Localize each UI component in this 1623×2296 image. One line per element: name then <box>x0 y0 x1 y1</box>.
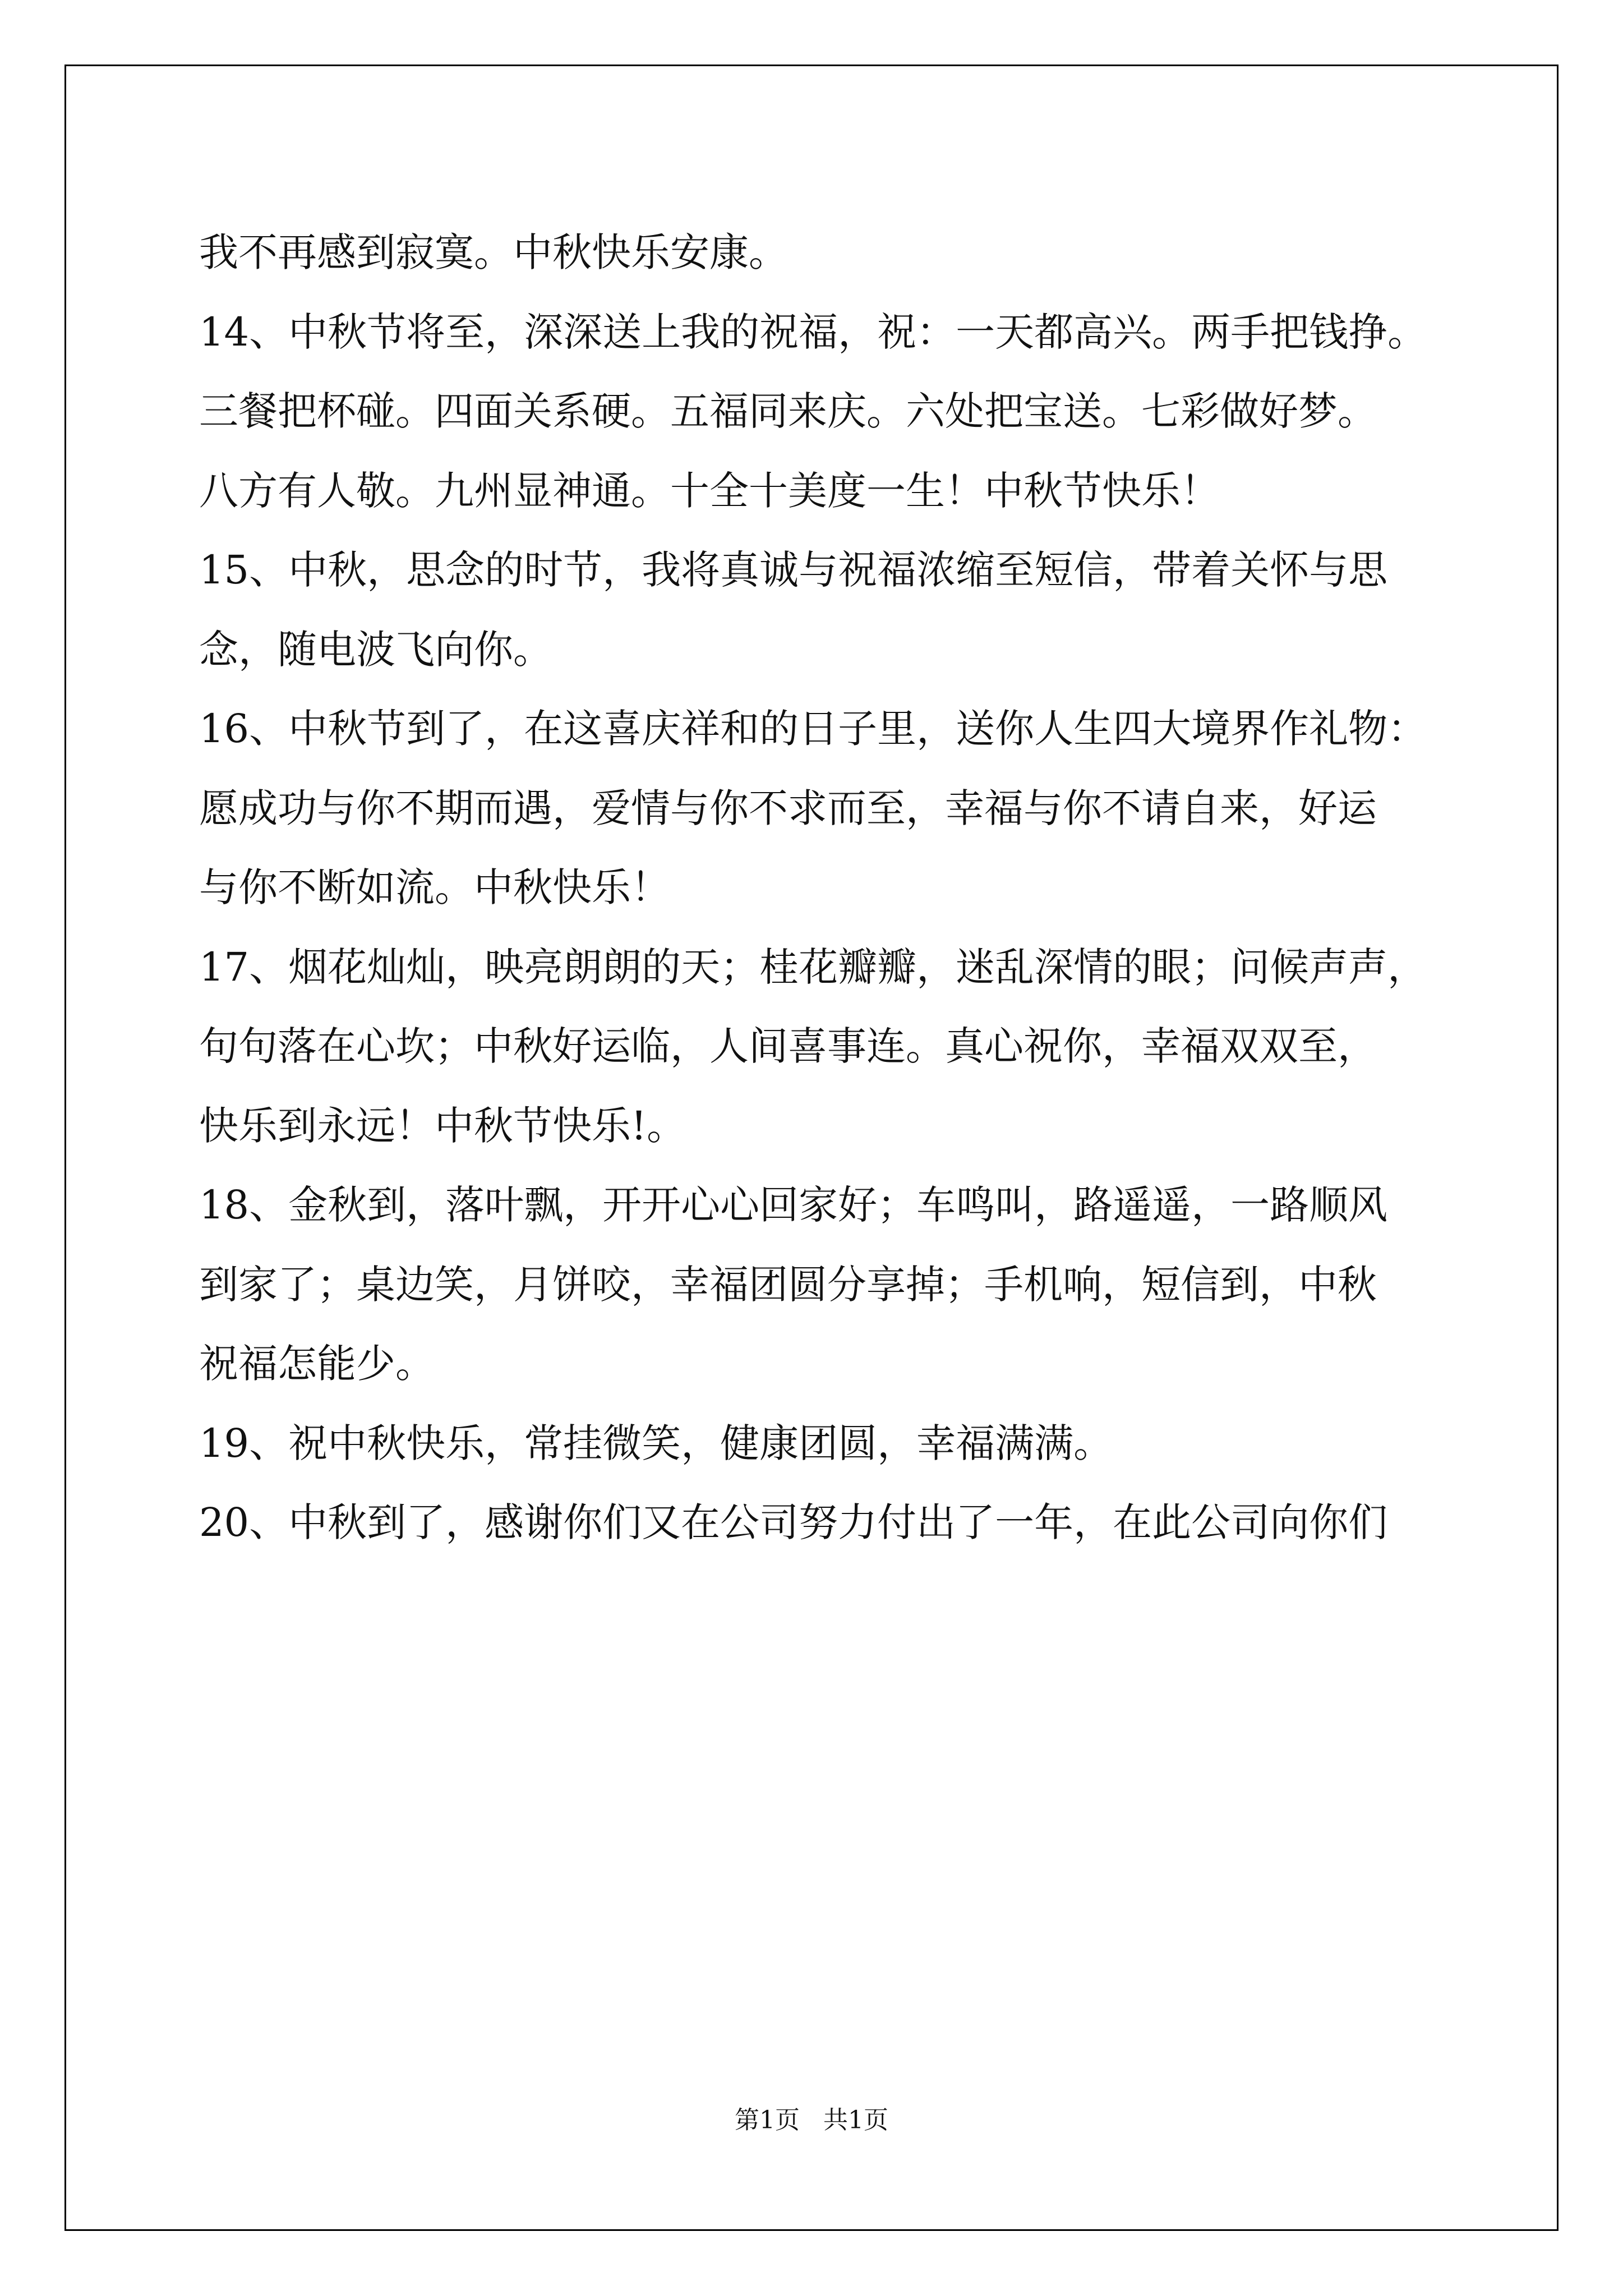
text-line: 与你不断如流。中秋快乐！ <box>199 864 670 910</box>
text-line: 16、中秋节到了，在这喜庆祥和的日子里，送你人生四大境界作礼物： <box>199 706 1427 752</box>
text-line: 三餐把杯碰。四面关系硬。五福同来庆。六处把宝送。七彩做好梦。 <box>199 388 1377 434</box>
text-line: 念，随电波飞向你。 <box>199 626 552 673</box>
document-body <box>199 213 1489 1563</box>
text-line: 17、烟花灿灿，映亮朗朗的天；桂花瓣瓣，迷乱深情的眼；问候声声， <box>199 944 1427 990</box>
text-line: 句句落在心坎；中秋好运临，人间喜事连。真心祝你，幸福双双至， <box>199 1023 1377 1069</box>
text-line: 19、祝中秋快乐，常挂微笑，健康团圆，幸福满满。 <box>199 1420 1113 1466</box>
text-line: 18、金秋到，落叶飘，开开心心回家好；车鸣叫，路遥遥，一路顺风 <box>199 1182 1388 1228</box>
text-line: 快乐到永远！中秋节快乐!。 <box>199 1102 686 1149</box>
text-line: 15、中秋，思念的时节，我将真诚与祝福浓缩至短信，带着关怀与思 <box>199 547 1388 593</box>
text-line: 到家了；桌边笑，月饼咬，幸福团圆分享掉；手机响，短信到，中秋 <box>199 1261 1377 1308</box>
text-line: 20、中秋到了，感谢你们又在公司努力付出了一年，在此公司向你们 <box>199 1499 1388 1545</box>
page-number: 第1页 <box>735 2106 800 2134</box>
page-footer <box>0 2104 1623 2137</box>
text-line: 14、中秋节将至，深深送上我的祝福，祝：一天都高兴。两手把钱挣。 <box>199 309 1427 355</box>
text-line: 愿成功与你不期而遇，爱情与你不求而至，幸福与你不请自来，好运 <box>199 785 1377 831</box>
text-line: 八方有人敬。九州显神通。十全十美度一生！中秋节快乐！ <box>199 467 1220 514</box>
page-total: 共1页 <box>823 2106 888 2134</box>
text-line: 祝福怎能少。 <box>199 1341 435 1387</box>
text-line: 我不再感到寂寞。中秋快乐安康。 <box>199 229 788 275</box>
